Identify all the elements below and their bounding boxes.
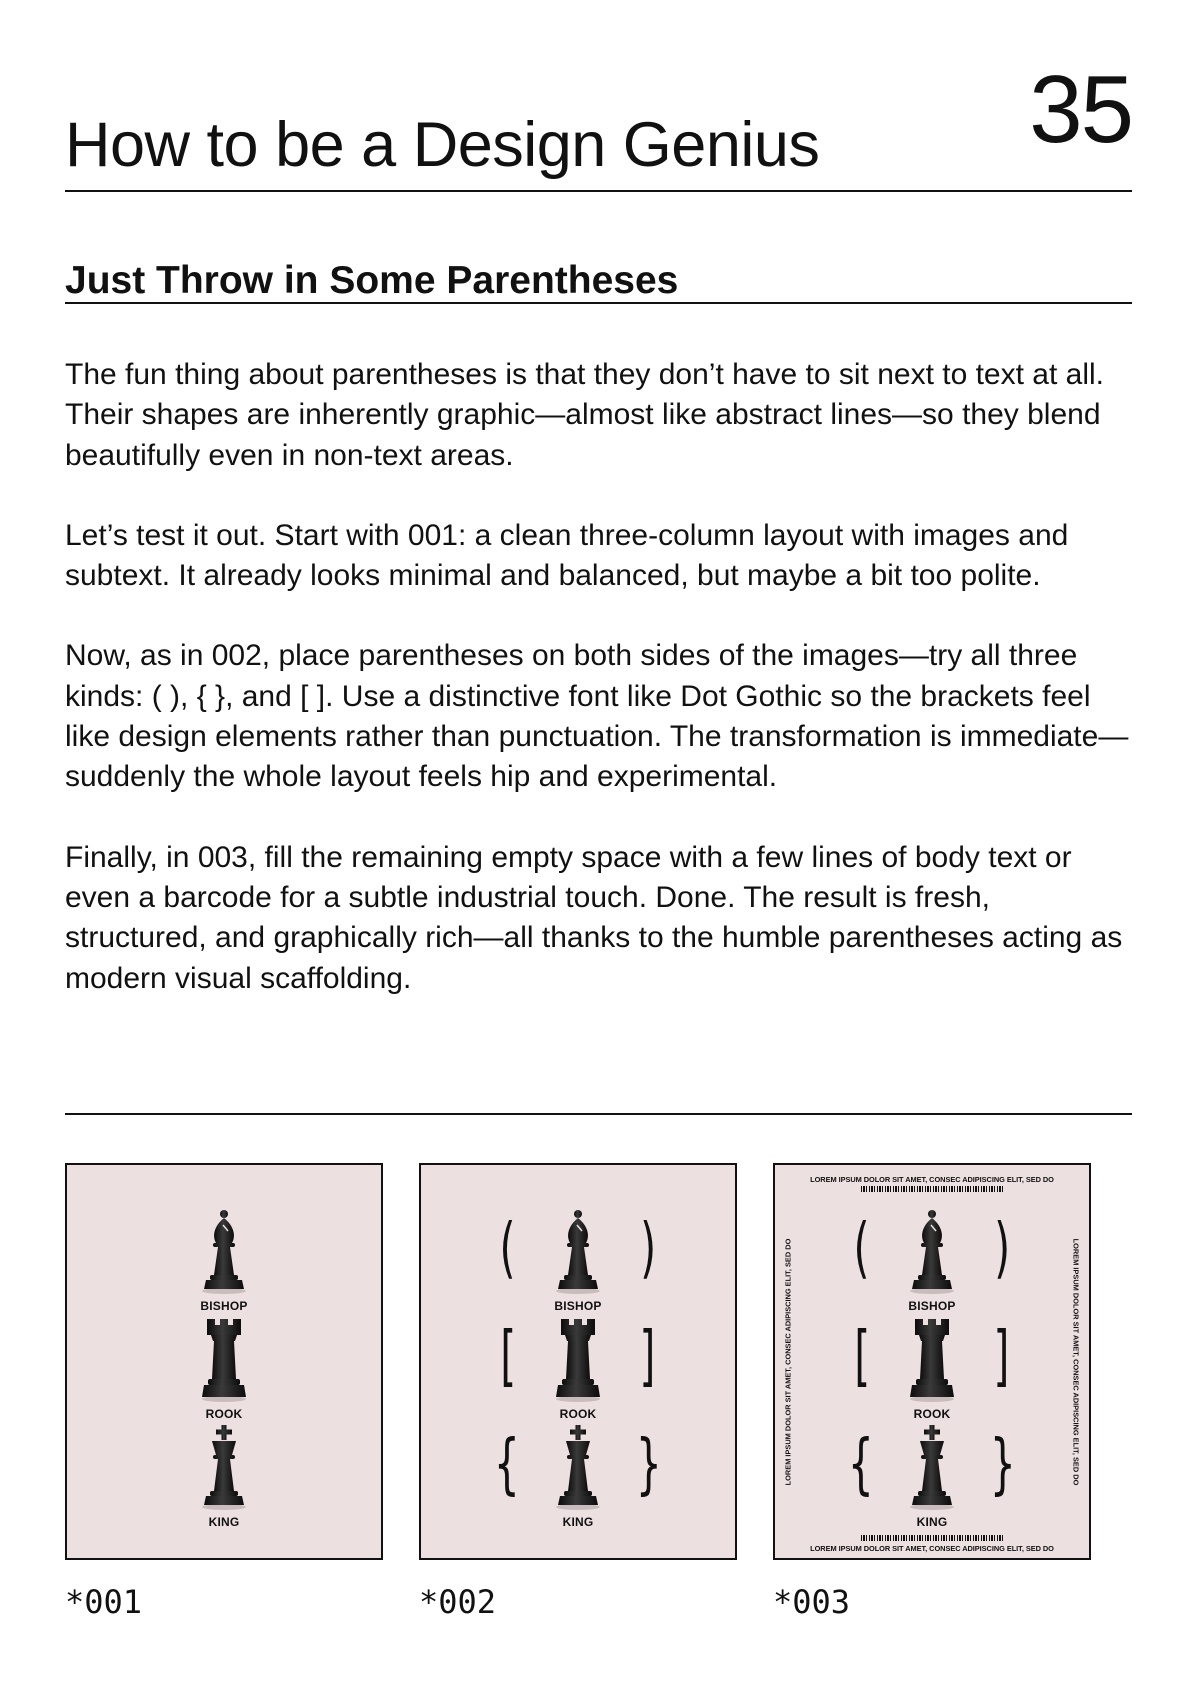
bishop-icon xyxy=(198,1209,250,1295)
caption-002: *002 xyxy=(419,1583,497,1621)
curly-bracket-open: { xyxy=(494,1425,520,1502)
body-paragraph-4: Finally, in 003, fill the remaining empty space with a few lines of body text or even a barcode for a subtle industrial touch. Done. The result is fresh, structured, and graphically rich—all thanks to the humble parentheses acting as modern visual scaffolding. xyxy=(65,840,1123,995)
caption-003: *003 xyxy=(773,1583,851,1621)
piece-label-king: KING xyxy=(562,1515,594,1529)
piece-rook xyxy=(775,1317,1089,1425)
curly-bracket-close: } xyxy=(990,1425,1016,1502)
piece-king xyxy=(67,1425,381,1533)
body-paragraph-1: The fun thing about parentheses is that they don’t have to sit next to text at all. Their shapes are inherently graphic—almost like abstract lines—so they blend beautifully even in non-text areas. xyxy=(65,358,1104,472)
piece-rook xyxy=(421,1317,735,1425)
curly-bracket-open: { xyxy=(848,1425,874,1502)
round-bracket-close: ) xyxy=(990,1209,1016,1286)
body-text xyxy=(65,355,1140,1039)
bishop-icon xyxy=(552,1209,604,1295)
page-title: How to be a Design Genius xyxy=(65,110,820,181)
bishop-icon xyxy=(906,1209,958,1295)
section-subtitle: Just Throw in Some Parentheses xyxy=(65,259,679,303)
king-icon xyxy=(552,1425,604,1511)
piece-label-rook: ROOK xyxy=(913,1407,951,1421)
piece-bishop xyxy=(67,1209,381,1317)
square-bracket-open: [ xyxy=(494,1317,520,1394)
king-icon xyxy=(906,1425,958,1511)
piece-label-bishop: BISHOP xyxy=(200,1299,248,1313)
body-paragraph-2: Let’s test it out. Start with 001: a clean three-column layout with images and subtext. It already looks minimal and balanced, but maybe a bit too polite. xyxy=(65,518,1069,593)
page-number: 35 xyxy=(1029,56,1132,163)
piece-label-bishop: BISHOP xyxy=(908,1299,956,1313)
piece-bishop xyxy=(421,1209,735,1317)
rook-icon xyxy=(906,1317,958,1403)
header-divider xyxy=(65,190,1132,192)
piece-label-king: KING xyxy=(916,1515,948,1529)
rook-icon xyxy=(198,1317,250,1403)
round-bracket-close: ) xyxy=(636,1209,662,1286)
piece-bishop xyxy=(775,1209,1089,1317)
lorem-left: LOREM IPSUM DOLOR SIT AMET, CONSEC ADIPISCING ELIT, SED DO xyxy=(783,1238,793,1485)
rook-icon xyxy=(552,1317,604,1403)
piece-label-bishop: BISHOP xyxy=(554,1299,602,1313)
king-icon xyxy=(198,1425,250,1511)
piece-label-king: KING xyxy=(208,1515,240,1529)
square-bracket-open: [ xyxy=(848,1317,874,1394)
example-panel-002 xyxy=(419,1163,737,1560)
lorem-top: LOREM IPSUM DOLOR SIT AMET, CONSEC ADIPISCING ELIT, SED DO xyxy=(810,1175,1054,1184)
barcode-bottom xyxy=(861,1535,1003,1541)
piece-label-rook: ROOK xyxy=(559,1407,597,1421)
example-panel-001 xyxy=(65,1163,383,1560)
round-bracket-open: ( xyxy=(848,1209,874,1286)
body-paragraph-3: Now, as in 002, place parentheses on both sides of the images—try all three kinds: ( ), { }, and [ ]. Use a distinctive font like Dot Gothic so the brackets feel like design elements rather than punctuation. The transformation is immediate—suddenly the whole layout feels hip and experimental. xyxy=(65,639,1129,794)
lorem-right: LOREM IPSUM DOLOR SIT AMET, CONSEC ADIPISCING ELIT, SED DO xyxy=(1071,1238,1081,1485)
caption-001: *001 xyxy=(65,1583,143,1621)
examples-divider xyxy=(65,1113,1132,1115)
subtitle-divider xyxy=(65,302,1132,304)
example-panel-003 xyxy=(773,1163,1091,1560)
curly-bracket-close: } xyxy=(636,1425,662,1502)
piece-rook xyxy=(67,1317,381,1425)
square-bracket-close: ] xyxy=(990,1317,1016,1394)
barcode-top xyxy=(861,1186,1003,1192)
lorem-bottom: LOREM IPSUM DOLOR SIT AMET, CONSEC ADIPISCING ELIT, SED DO xyxy=(810,1544,1054,1553)
piece-label-rook: ROOK xyxy=(205,1407,243,1421)
round-bracket-open: ( xyxy=(494,1209,520,1286)
piece-king xyxy=(421,1425,735,1533)
piece-king xyxy=(775,1425,1089,1533)
square-bracket-close: ] xyxy=(636,1317,662,1394)
